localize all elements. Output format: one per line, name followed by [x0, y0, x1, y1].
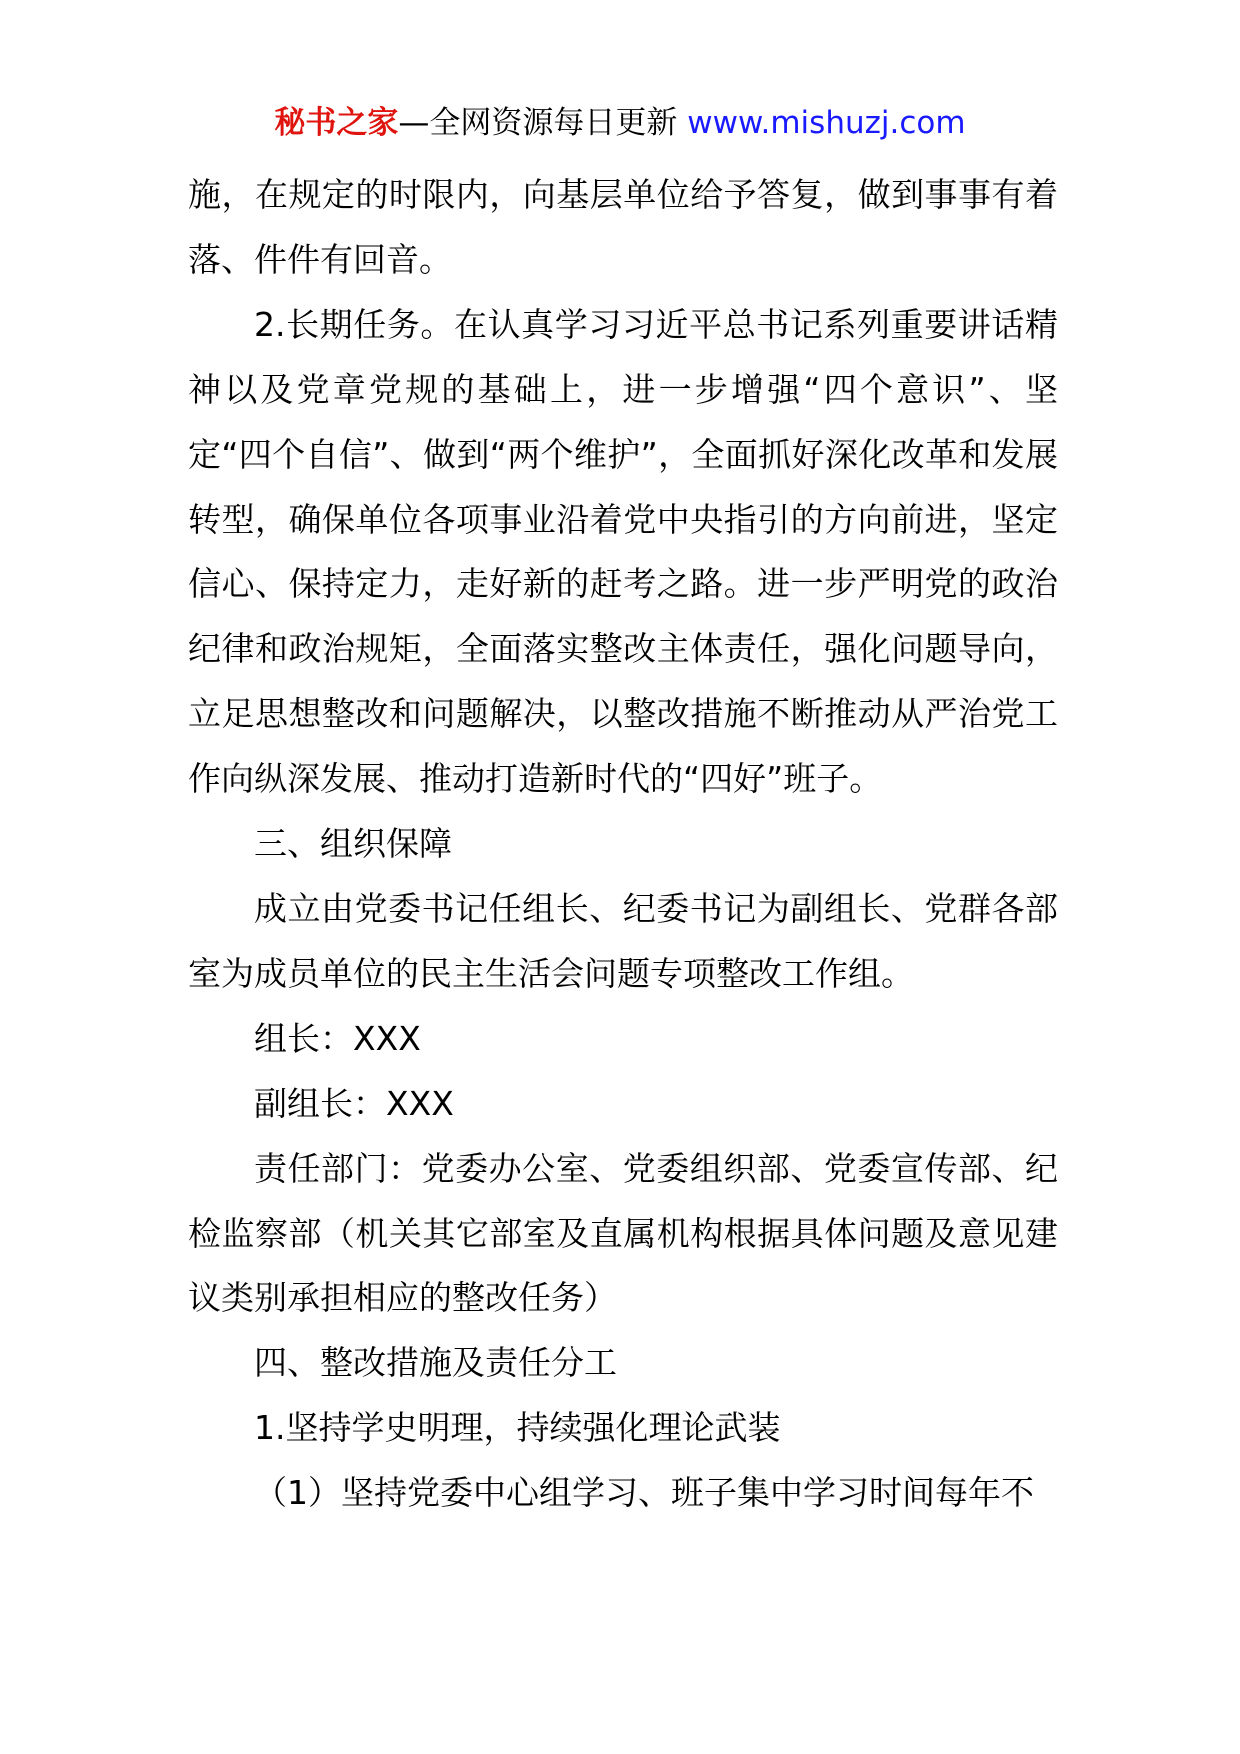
subheading-theory-study: 1.坚持学史明理，持续强化理论武装 [254, 1408, 781, 1448]
paragraph-deputy-leader: 副组长：XXX [254, 1083, 454, 1123]
paragraph-group-leader: 组长：XXX [254, 1018, 421, 1058]
header-url-link[interactable]: www.mishuzj.com [687, 105, 966, 141]
document-body [188, 163, 1058, 1526]
header-brand: 秘书之家 [274, 105, 399, 141]
paragraph-responsible-departments: 责任部门：党委办公室、党委组织部、党委宣传部、纪检监察部（机关其它部室及直属机构根据具体问题及意见建议类别承担相应的整改任务） [188, 1148, 1058, 1318]
paragraph-working-group: 成立由党委书记任组长、纪委书记为副组长、党群各部室为成员单位的民主生活会问题专项整改工作组。 [188, 888, 1058, 993]
section-heading-organization: 三、组织保障 [254, 824, 452, 864]
paragraph-item-1: （1）坚持党委中心组学习、班子集中学习时间每年不 [254, 1473, 1034, 1513]
paragraph-long-term-task: 2.长期任务。在认真学习习近平总书记系列重要讲话精神以及党章党规的基础上，进一步增强“四个意识”、坚定“四个自信”、做到“两个维护”，全面抓好深化改革和发展转型，确保单位各项事业沿着党中央指引的方向前进，坚定信心、保持定力，走好新的赶考之路。进一步严明党的政治纪律和政治规矩，全面落实整改主体责任，强化问题导向，立足思想整改和问题解决，以整改措施不断推动从严治党工作向纵深发展、推动打造新时代的“四好”班子。 [188, 304, 1058, 799]
section-heading-measures: 四、整改措施及责任分工 [254, 1343, 617, 1383]
paragraph-continuation: 施，在规定的时限内，向基层单位给予答复，做到事事有着落、件件有回音。 [188, 175, 1058, 279]
site-header [0, 100, 1240, 146]
header-tagline: —全网资源每日更新 [398, 105, 688, 141]
